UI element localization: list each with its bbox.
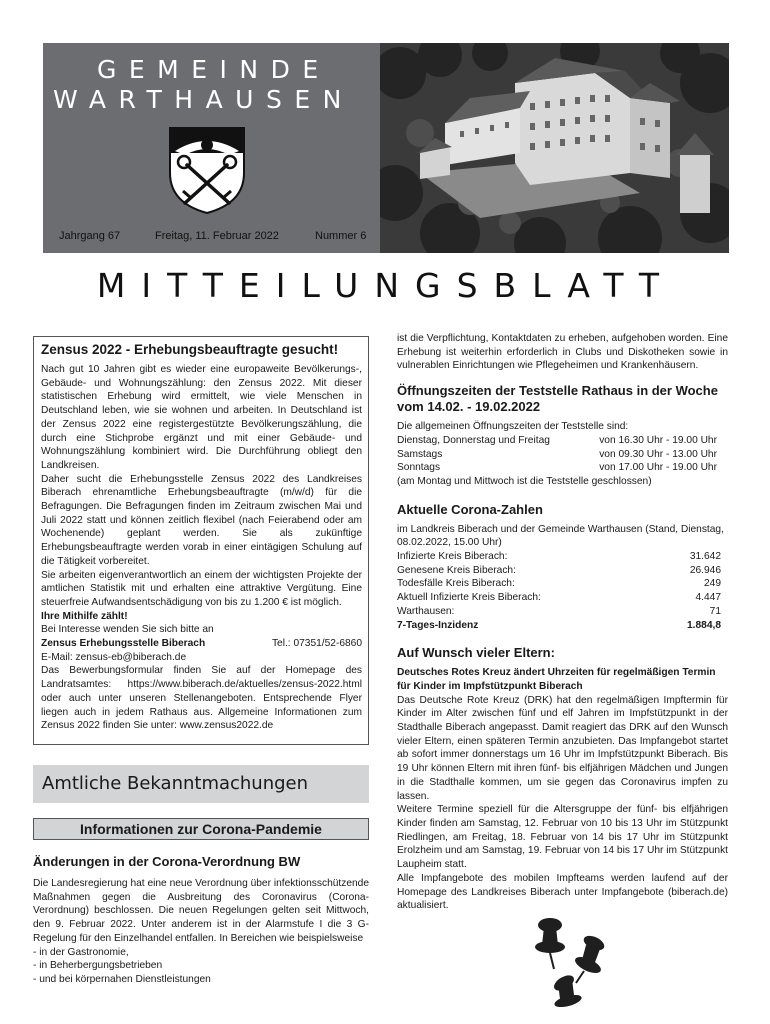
teststelle-time: von 09.30 Uhr - 13.00 Uhr [599, 448, 717, 460]
teststelle-heading: Öffnungszeiten der Teststelle Rathaus in der Woche vom 14.02. - 19.02.2022 [397, 383, 718, 415]
stats-row [397, 550, 721, 564]
verordnung-item: - in der Gastronomie, [33, 946, 129, 958]
section-heading-amtlich: Amtliche Bekanntmachungen [33, 765, 369, 803]
zahlen-intro: im Landkreis Biberach und der Gemeinde Warthausen (Stand, Dienstag, 08.02.2022, 15.00 Uhr) [397, 523, 724, 549]
verordnung-item: - und bei körpernahen Dienstleistungen [33, 973, 211, 985]
teststelle-day: Dienstag, Donnerstag und Freitag [397, 434, 550, 446]
zensus-contact-phone: Tel.: 07351/52-6860 [271, 638, 362, 650]
zensus-paragraph-4: Das Bewerbungsformular finden Sie auf der Homepage des Landratsamtes: https://www.biberach.de/aktuelles/zensus-2022.html oder auch unter unseren Stellenangeboten. Entsprechende Flyer liegen auch in jedem Rathaus aus. Allgemeine Informationen zum Zensus 2022 finden Sie unter: www.zensus2022.de [41, 665, 362, 732]
stats-value: 249 [704, 578, 721, 590]
teststelle-day: Samstags [397, 448, 443, 460]
zensus-contact-name: Zensus Erhebungsstelle Biberach [41, 638, 206, 650]
zensus-notice-box [33, 336, 369, 745]
stats-value: 71 [709, 605, 721, 617]
zensus-paragraph-1: Nach gut 10 Jahren gibt es wieder eine europaweite Bevölkerungs-, Gebäude- und Wohnungszählung: den Zensus 2022. Mit dieser statistischen Erhebung wird ermittelt, wie viele Menschen in Deutschland leben, wie sie wohnen und arbeiten. In Deutschland ist der Zensus 2022 eine registergestützte Bevölkerungszählung, die durch eine Stichprobe ergänzt und mit einer Gebäude- und Wohnungszählung kombiniert wird. Die Durchführung obliegt den Landkreisen. [41, 364, 362, 471]
verordnung-heading: Änderungen in der Corona-Verordnung BW [33, 854, 301, 869]
teststelle-day: Sonntags [397, 462, 441, 474]
masthead-title: MITTEILUNGSBLATT [96, 266, 676, 305]
eltern-subheading: Deutsches Rotes Kreuz ändert Uhrzeiten für regelmäßigen Termin für Kinder im Impfstützpunkt Biberach [397, 667, 716, 692]
teststelle-row [397, 434, 717, 448]
teststelle-time: von 17.00 Uhr - 19.00 Uhr [599, 462, 717, 474]
stats-label: Infizierte Kreis Biberach: [397, 551, 508, 563]
stats-row [397, 605, 721, 619]
eltern-paragraph-1: Das Deutsche Rote Kreuz (DRK) hat den regelmäßigen Impftermin für Kinder im Alter zwischen fünf und elf Jahren im Impfstützpunkt in der Stadthalle Biberach angepasst. Damit reagiert das DRK auf den Wunsch vieler Eltern, einen späteren Termin anzubieten. Das Impfangebot startet ab sofort immer donnerstags um 16 Uhr im Impfstützpunkt Biberach. Bis 19 Uhr können Eltern mit ihren fünf- bis elfjährigen Mädchen und Jungen in die Stadthalle kommen, um sie gegen das Coronavirus impfen zu lassen. [397, 694, 728, 802]
zahlen-heading: Aktuelle Corona-Zahlen [397, 501, 543, 517]
zensus-paragraph-3: Sie arbeiten eigenverantwortlich an einem der wichtigsten Projekte der amtlichen Statistik mit und erhalten eine attraktive Vergütung. Eine steuerfreie Aufwandsentschädigung von bis zu 1.200 € ist möglich. [41, 569, 362, 608]
teststelle-note: (am Montag und Mittwoch ist die Teststelle geschlossen) [397, 475, 652, 487]
corona-stats-table [397, 550, 721, 632]
right-column [397, 332, 728, 913]
issue-info-bar [53, 230, 373, 246]
stats-row-inzidenz [397, 619, 721, 633]
stats-row [397, 577, 721, 591]
verordnung-continuation: ist die Verpflichtung, Kontaktdaten zu erheben, aufgehoben worden. Eine Erhebung ist weiterhin erforderlich in Clubs und Diskotheken sowie in vulnerablen Einrichtungen wie Pflegeheimen und Krankenhäusern. [397, 333, 728, 372]
stats-row [397, 591, 721, 605]
stats-label: Warthausen: [397, 605, 455, 617]
teststelle-time: von 16.30 Uhr - 19.00 Uhr [599, 434, 717, 446]
title-gemeinde: GEMEINDE [97, 55, 331, 84]
verordnung-item: - in Beherbergungsbetrieben [33, 960, 163, 972]
left-column [33, 336, 369, 987]
stats-label: Todesfälle Kreis Biberach: [397, 578, 515, 590]
teststelle-intro: Die allgemeinen Öffnungszeiten der Teststelle sind: [397, 421, 629, 433]
stats-value: 31.642 [689, 551, 721, 563]
inzidenz-value: 1.884,8 [687, 619, 721, 631]
teststelle-row [397, 448, 717, 462]
teststelle-row [397, 461, 717, 475]
zensus-contact-row [41, 637, 362, 651]
issue-volume: Jahrgang 67 [59, 230, 121, 242]
banner-left-panel [43, 43, 380, 253]
verordnung-text: Die Landesregierung hat eine neue Verordnung über infektionsschützende Maßnahmen gegen die Ausbreitung des Coronavirus (Corona-Verordnung) beschlossen. Die neuen Regelungen gelten seit Mittwoch, den 9. Februar 2022. Unter anderem ist in der Alarmstufe I die 3 G-Regelung für den Einzelhandel entfallen. In Bereichen wie beispielsweise [33, 878, 369, 944]
masthead-banner [43, 43, 729, 253]
castle-photo [380, 43, 729, 253]
title-warthausen: WARTHAUSEN [53, 85, 354, 114]
inzidenz-label: 7-Tages-Inzidenz [397, 619, 479, 631]
eltern-paragraph-2: Weitere Termine speziell für die Altersgruppe der fünf- bis elfjährigen Kinder finden am Samstag, 12. Februar von 10 bis 13 Uhr im Stützpunkt Riedlingen, am Freitag, 18. Februar von 14 bis 17 Uhr im Stützpunkt Erolzheim und am Samstag, 19. Februar von 14 bis 17 Uhr im Stützpunkt Laupheim statt. [397, 804, 728, 871]
issue-date: Freitag, 11. Februar 2022 [155, 230, 279, 242]
stats-label: Genesene Kreis Biberach: [397, 564, 516, 576]
eltern-paragraph-3: Alle Impfangebote des mobilen Impfteams werden laufend auf der Homepage des Landkreises Biberach unter Impfangebote (biberach.de) aktualisiert. [397, 872, 728, 912]
zensus-interesse: Bei Interesse wenden Sie sich bitte an [41, 624, 214, 636]
stats-value: 4.447 [695, 592, 721, 604]
zensus-paragraph-2: Daher sucht die Erhebungsstelle Zensus 2022 des Landkreises Biberach ehrenamtliche Erhebungsbeauftragte (m/w/d) für die Befragungen. Die Befragungen finden im Zeitraum zwischen Mai und Juli 2022 statt und können zeitlich flexibel (nach Feierabend oder am Wochenende) geplant werden. Sie als zukünftige Erhebungsbeauftragte werden vorab in einer eintägigen Schulung auf die Tätigkeit vorbereitet. [41, 473, 362, 567]
pushpins-icon [528, 913, 624, 1009]
zensus-mithilfe: Ihre Mithilfe zählt! [41, 610, 128, 622]
stats-label: Aktuell Infizierte Kreis Biberach: [397, 592, 541, 604]
stats-row [397, 564, 721, 578]
issue-number: Nummer 6 [315, 230, 367, 242]
coat-of-arms-icon [167, 125, 247, 215]
stats-value: 26.946 [689, 564, 721, 576]
eltern-heading: Auf Wunsch vieler Eltern: [397, 645, 555, 661]
zensus-email: E-Mail: zensus-eb@biberach.de [41, 651, 187, 663]
zensus-heading: Zensus 2022 - Erhebungsbeauftragte gesucht! [41, 342, 339, 357]
section-bar-corona: Informationen zur Corona-Pandemie [33, 818, 369, 840]
